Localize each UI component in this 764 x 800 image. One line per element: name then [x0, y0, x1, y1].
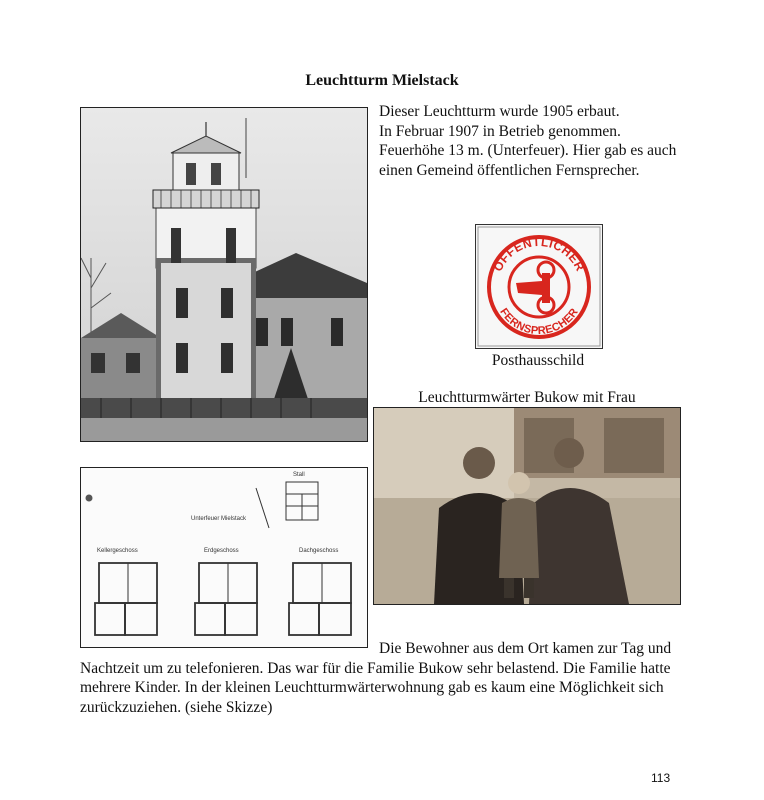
- intro-line: Dieser Leuchtturm wurde 1905 erbaut.: [379, 103, 620, 120]
- page-title: Leuchtturm Mielstack: [305, 72, 459, 89]
- body-line: Nachtzeit um zu telefonieren. Das war für die Familie Bukow sehr belastend. Die Familie hatte: [80, 659, 671, 677]
- sign-bottom-text: FERNSPRECHER: [497, 306, 581, 338]
- body-line: mehrere Kinder. In der kleinen Leuchtturmwärterwohnung gab es kaum eine Möglichkeit sich: [80, 679, 664, 696]
- intro-line: Feuerhöhe 13 m. (Unterfeuer). Hier gab es auch: [379, 142, 677, 159]
- family-caption: Leuchtturmwärter Bukow mit Frau: [418, 389, 636, 406]
- plan-floor-label: Dachgeschoss: [299, 548, 339, 554]
- sign-caption: Posthausschild: [491, 352, 585, 369]
- page-number: 113: [651, 771, 671, 785]
- body-paragraph: [80, 639, 700, 717]
- intro-line: einen Gemeind öffentlichen Fernsprecher.: [379, 161, 640, 179]
- body-line: zurückzuziehen. (siehe Skizze): [80, 698, 273, 716]
- plan-floor-label: Erdgeschoss: [204, 548, 239, 554]
- plan-floor-label: Kellergeschoss: [97, 548, 138, 554]
- body-line: Die Bewohner aus dem Ort kamen zur Tag und: [379, 640, 672, 657]
- plan-title: Unterfeuer Mielstack: [191, 516, 247, 522]
- intro-paragraph: [379, 102, 709, 180]
- plan-stall-label: Stall: [293, 472, 305, 478]
- intro-line: In Februar 1907 in Betrieb genommen.: [379, 122, 621, 140]
- family-photo: [373, 407, 681, 605]
- sign-top-text: ÖFFENTLICHER: [490, 234, 588, 274]
- lighthouse-photo: [80, 107, 368, 442]
- post-sign-image: [475, 224, 603, 349]
- floor-plan-image: [80, 467, 368, 648]
